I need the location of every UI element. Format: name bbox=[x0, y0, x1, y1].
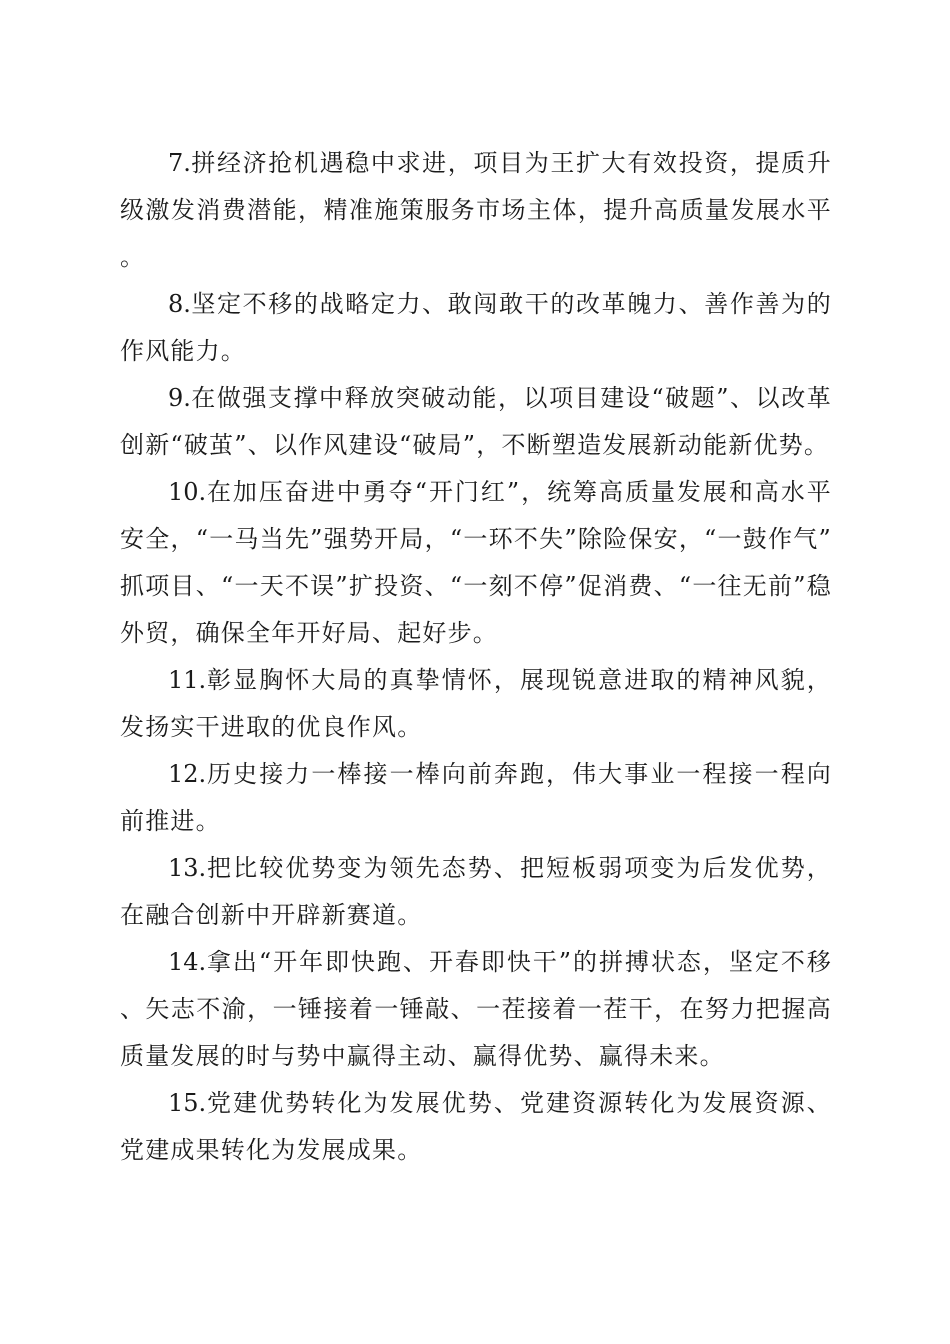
list-item bbox=[120, 657, 832, 751]
item-number: 14. bbox=[168, 948, 207, 976]
item-number: 12. bbox=[168, 760, 207, 788]
list-item bbox=[120, 939, 832, 1080]
list-item bbox=[120, 281, 832, 375]
item-number: 8. bbox=[168, 290, 191, 318]
item-text: 在加压奋进中勇夺“开门红”，统筹高质量发展和高水平安全，“一马当先”强势开局，“一环不失”除险保安，“一鼓作气”抓项目、“一天不误”扩投资、“一刻不停”促消费、“一往无前”稳外贸，确保全年开好局、起好步。 bbox=[120, 478, 832, 647]
list-item bbox=[120, 1080, 832, 1174]
item-text: 拿出“开年即快跑、开春即快干”的拼搏状态，坚定不移、矢志不渝，一锤接着一锤敲、一茬接着一茬干，在努力把握高质量发展的时与势中赢得主动、赢得优势、赢得未来。 bbox=[120, 948, 832, 1070]
list-item bbox=[120, 140, 832, 281]
list-item bbox=[120, 751, 832, 845]
document-body bbox=[120, 140, 832, 1174]
item-text: 在做强支撑中释放突破动能，以项目建设“破题”、以改革创新“破茧”、以作风建设“破局”，不断塑造发展新动能新优势。 bbox=[120, 384, 832, 459]
item-text: 坚定不移的战略定力、敢闯敢干的改革魄力、善作善为的作风能力。 bbox=[120, 290, 832, 365]
item-text: 历史接力一棒接一棒向前奔跑，伟大事业一程接一程向前推进。 bbox=[120, 760, 832, 835]
list-item bbox=[120, 375, 832, 469]
item-number: 10. bbox=[168, 478, 207, 506]
item-number: 9. bbox=[168, 384, 191, 412]
item-text: 拼经济抢机遇稳中求进，项目为王扩大有效投资，提质升级激发消费潜能，精准施策服务市场主体，提升高质量发展水平。 bbox=[120, 149, 832, 271]
item-text: 把比较优势变为领先态势、把短板弱项变为后发优势，在融合创新中开辟新赛道。 bbox=[120, 854, 832, 929]
item-number: 11. bbox=[168, 666, 207, 694]
item-number: 7. bbox=[168, 149, 191, 177]
list-item bbox=[120, 845, 832, 939]
item-number: 15. bbox=[168, 1089, 207, 1117]
item-text: 党建优势转化为发展优势、党建资源转化为发展资源、党建成果转化为发展成果。 bbox=[120, 1089, 832, 1164]
item-text: 彰显胸怀大局的真挚情怀，展现锐意进取的精神风貌，发扬实干进取的优良作风。 bbox=[120, 666, 832, 741]
list-item bbox=[120, 469, 832, 657]
item-number: 13. bbox=[168, 854, 207, 882]
